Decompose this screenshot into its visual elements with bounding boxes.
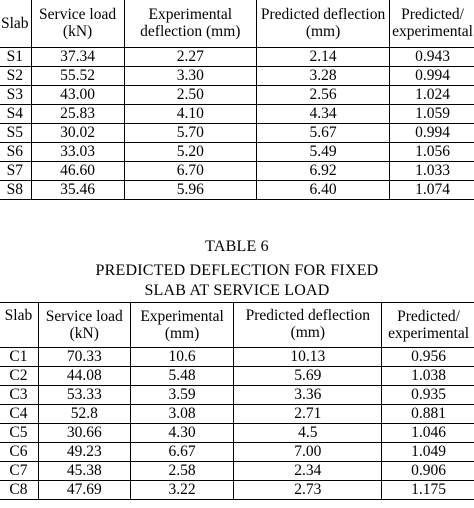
t6-cell: 0.956	[382, 348, 474, 367]
t5-cell: 1.033	[390, 162, 474, 181]
t6-cell: C6	[0, 443, 38, 462]
table-6-title-line-1: PREDICTED DEFLECTION FOR FIXED	[95, 262, 379, 279]
t5-h1-l1: Service load	[39, 6, 117, 23]
t6-cell: 53.33	[38, 386, 130, 405]
table-row	[0, 367, 474, 386]
t5-h2-l1: Experimental	[148, 6, 233, 23]
t5-cell: 5.67	[257, 124, 390, 143]
t6-h3-l1: Predicted deflection	[245, 307, 370, 324]
t6-cell: 5.48	[130, 367, 234, 386]
t5-cell: 3.30	[124, 67, 257, 86]
t5-h3-l1: Predicted deflection	[260, 6, 386, 23]
t5-header-service-load	[31, 0, 124, 48]
t5-cell: 30.02	[31, 124, 124, 143]
t6-header-predicted	[234, 303, 382, 348]
t6-cell: 7.00	[234, 443, 382, 462]
t5-h4-l2: experimental	[392, 23, 473, 40]
t6-cell: 2.73	[234, 481, 382, 500]
t5-h1-l2: (kN)	[62, 23, 93, 40]
t6-cell: 45.38	[38, 462, 130, 481]
t6-cell: 0.906	[382, 462, 474, 481]
table-row	[0, 86, 474, 105]
t5-cell: 4.10	[124, 105, 257, 124]
t5-header-slab	[0, 0, 31, 48]
t6-cell: C2	[0, 367, 38, 386]
t6-cell: 3.22	[130, 481, 234, 500]
table-5	[0, 0, 474, 200]
t5-cell: 5.96	[124, 181, 257, 200]
t6-cell: 6.67	[130, 443, 234, 462]
t5-cell: 25.83	[31, 105, 124, 124]
t6-cell: 1.046	[382, 424, 474, 443]
t5-cell: 6.70	[124, 162, 257, 181]
t5-cell: 43.00	[31, 86, 124, 105]
t5-cell: S1	[0, 48, 31, 67]
t6-header-ratio	[382, 303, 474, 348]
t6-cell: 1.038	[382, 367, 474, 386]
t6-h2-l2: (mm)	[164, 325, 200, 342]
t6-cell: C4	[0, 405, 38, 424]
t6-h4-l1: Predicted/	[397, 308, 460, 325]
t5-h3-l2: (mm)	[305, 23, 341, 40]
table-row	[0, 48, 474, 67]
t5-cell: S7	[0, 162, 31, 181]
t6-cell: 4.30	[130, 424, 234, 443]
t6-cell: 1.175	[382, 481, 474, 500]
table-row	[0, 67, 474, 86]
table-row	[0, 143, 474, 162]
t6-h0-l1: Slab	[4, 307, 33, 324]
table-6	[0, 302, 474, 500]
table-row	[0, 443, 474, 462]
t6-cell: 47.69	[38, 481, 130, 500]
t6-h1-l1: Service load	[45, 308, 123, 325]
t5-cell: 3.28	[257, 67, 390, 86]
t6-h4-l2: experimental	[388, 325, 470, 342]
t5-cell: S5	[0, 124, 31, 143]
t6-cell: 3.36	[234, 386, 382, 405]
table-6-header-row	[0, 303, 474, 348]
t5-cell: 35.46	[31, 181, 124, 200]
table-row	[0, 481, 474, 500]
t6-cell: 2.71	[234, 405, 382, 424]
t5-cell: 0.994	[390, 124, 474, 143]
t5-cell: 1.059	[390, 105, 474, 124]
table-6-title-line-2: SLAB AT SERVICE LOAD	[144, 282, 330, 299]
t5-cell: 33.03	[31, 143, 124, 162]
t5-cell: 2.50	[124, 86, 257, 105]
t6-cell: C3	[0, 386, 38, 405]
t5-cell: 2.56	[257, 86, 390, 105]
t5-cell: 1.074	[390, 181, 474, 200]
t5-cell: S4	[0, 105, 31, 124]
t6-cell: 70.33	[38, 348, 130, 367]
t6-cell: C5	[0, 424, 38, 443]
t6-h1-l2: (kN)	[69, 325, 99, 342]
t6-cell: 0.881	[382, 405, 474, 424]
t5-cell: S2	[0, 67, 31, 86]
t5-cell: S6	[0, 143, 31, 162]
t5-cell: 1.024	[390, 86, 474, 105]
t6-cell: 2.58	[130, 462, 234, 481]
t6-cell: 5.69	[234, 367, 382, 386]
t6-cell: C7	[0, 462, 38, 481]
t5-header-experimental	[124, 0, 257, 48]
table-5-header-row	[0, 0, 474, 48]
t6-cell: C1	[0, 348, 38, 367]
t6-cell: 52.8	[38, 405, 130, 424]
table-row	[0, 424, 474, 443]
t5-cell: S8	[0, 181, 31, 200]
table-5-body	[0, 48, 474, 200]
t5-cell: 6.92	[257, 162, 390, 181]
t5-cell: 37.34	[31, 48, 124, 67]
t5-h4-l1: Predicted/	[401, 6, 464, 23]
t5-h2-l2: deflection (mm)	[140, 23, 241, 40]
table-row	[0, 348, 474, 367]
table-row	[0, 162, 474, 181]
t6-cell: 44.08	[38, 367, 130, 386]
table-row	[0, 105, 474, 124]
table-row	[0, 405, 474, 424]
t5-cell: 0.994	[390, 67, 474, 86]
t5-header-predicted	[257, 0, 390, 48]
table-6-label: TABLE 6	[205, 238, 269, 255]
t6-cell: 4.5	[234, 424, 382, 443]
t5-cell: 6.40	[257, 181, 390, 200]
t6-cell: 0.935	[382, 386, 474, 405]
t6-cell: 1.049	[382, 443, 474, 462]
t6-cell: 30.66	[38, 424, 130, 443]
t6-cell: 3.59	[130, 386, 234, 405]
table-row	[0, 462, 474, 481]
t5-cell: 1.056	[390, 143, 474, 162]
t6-h3-l2: (mm)	[290, 324, 325, 341]
t5-h0-l1: Slab	[1, 14, 29, 32]
t6-header-experimental	[130, 303, 234, 348]
t5-cell: 5.70	[124, 124, 257, 143]
t6-cell: 3.08	[130, 405, 234, 424]
t5-cell: 5.20	[124, 143, 257, 162]
t6-header-slab	[0, 303, 38, 348]
t6-cell: 10.13	[234, 348, 382, 367]
t5-cell: 2.27	[124, 48, 257, 67]
table-6-body	[0, 348, 474, 500]
t6-cell: C8	[0, 481, 38, 500]
table-row	[0, 386, 474, 405]
t6-header-service-load	[38, 303, 130, 348]
table-row	[0, 181, 474, 200]
t5-header-ratio	[390, 0, 474, 48]
t5-cell: 46.60	[31, 162, 124, 181]
t6-cell: 2.34	[234, 462, 382, 481]
t5-cell: 4.34	[257, 105, 390, 124]
t6-h2-l1: Experimental	[140, 308, 224, 325]
t5-cell: S3	[0, 86, 31, 105]
t6-cell: 49.23	[38, 443, 130, 462]
table-row	[0, 124, 474, 143]
t5-cell: 55.52	[31, 67, 124, 86]
t5-cell: 5.49	[257, 143, 390, 162]
t5-cell: 2.14	[257, 48, 390, 67]
t6-cell: 10.6	[130, 348, 234, 367]
t5-cell: 0.943	[390, 48, 474, 67]
